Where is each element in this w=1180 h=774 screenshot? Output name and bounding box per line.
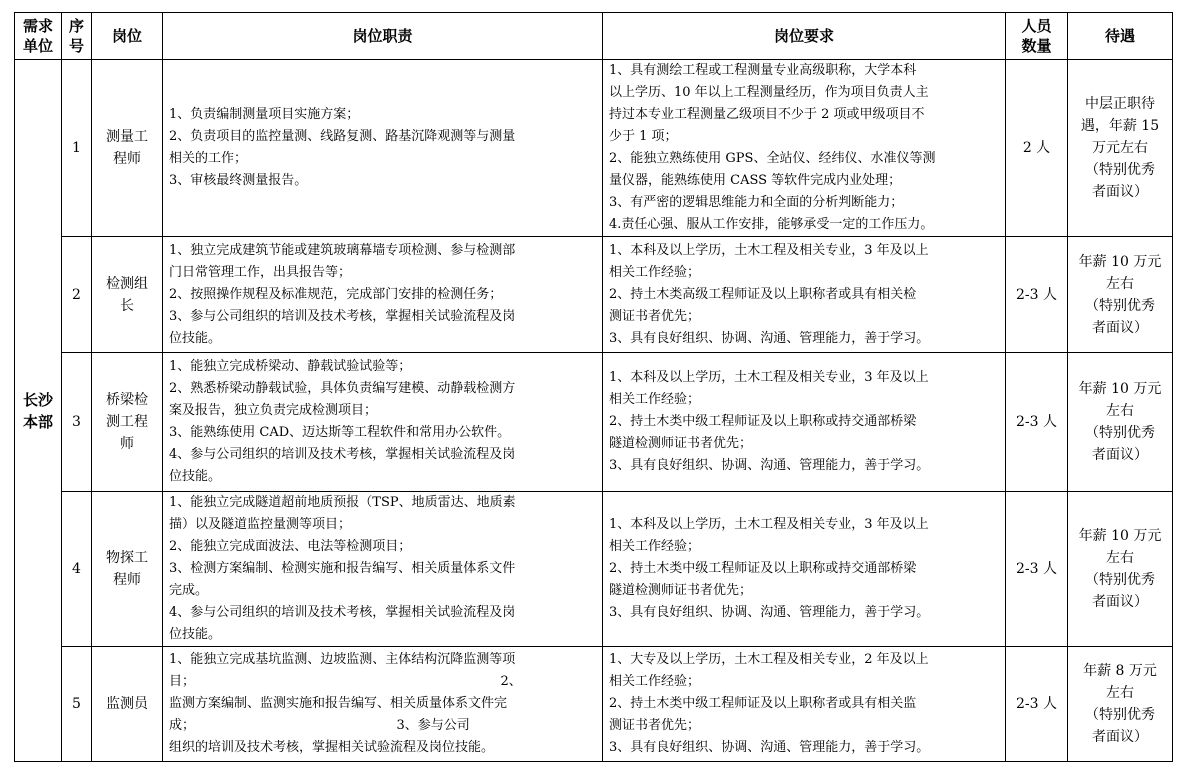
requirements-cell-line: 2、持土木类高级工程师证及以上职称者或具有相关检	[609, 286, 917, 302]
duties-cell-line: 2、能独立完成面波法、电法等检测项目；	[169, 539, 412, 554]
header-unit: 需求 单位	[15, 13, 62, 60]
requirements-cell-line: 2、持土木类中级工程师证及以上职称者或具有相关监	[609, 696, 917, 711]
duties-cell-line: 3、审核最终测量报告。	[169, 173, 308, 188]
duties-cell-line: 3、参与公司组织的培训及技术考核，掌握相关试验流程及岗	[169, 308, 516, 324]
duties-cell-line: 1、能独立完成桥梁动、静载试验试验等；	[169, 359, 412, 374]
duties-cell-line: 1、能独立完成基坑监测、边坡监测、主体结构沉降监测等项	[169, 652, 516, 667]
requirements-cell-line: 相关工作经验；	[609, 674, 701, 689]
requirements-cell-line: 4.责任心强、服从工作安排，能够承受一定的工作压力。	[609, 217, 934, 232]
requirements-cell	[603, 353, 1006, 492]
count-cell: 2-3 人	[1006, 237, 1068, 353]
unit-name-line: 长沙	[22, 390, 53, 409]
position-cell-line: 师	[120, 436, 134, 452]
duties-cell-line: 成； 3、参与公司	[169, 718, 470, 733]
salary-cell-line: 年薪 8 万元	[1083, 663, 1157, 679]
salary-cell	[1068, 647, 1173, 762]
seq-cell: 4	[62, 492, 92, 647]
table-row	[15, 353, 1173, 492]
duties-cell-line: 1、能独立完成隧道超前地质预报（TSP、地质雷达、地质素	[169, 495, 516, 510]
requirements-cell-line: 相关工作经验；	[609, 264, 701, 280]
requirements-cell-line: 相关工作经验；	[609, 539, 701, 554]
header-count: 人员 数量	[1006, 13, 1068, 60]
requirements-cell-line: 1、本科及以上学历，土木工程及相关专业，3 年及以上	[609, 370, 929, 385]
duties-cell-line: 监测方案编制、监测实施和报告编写、相关质量体系文件完	[169, 696, 508, 711]
salary-cell	[1068, 492, 1173, 647]
count-cell: 2 人	[1006, 60, 1068, 237]
duties-cell	[163, 647, 603, 762]
requirements-cell-line: 相关工作经验；	[609, 392, 701, 407]
header-row	[15, 13, 1173, 60]
duties-cell-line: 3、检测方案编制、检测实施和报告编写、相关质量体系文件	[169, 561, 516, 576]
table-row	[15, 237, 1173, 353]
recruitment-table-wrap	[14, 12, 1173, 762]
requirements-cell-line: 持过本专业工程测量乙级项目不少于 2 项或甲级项目不	[609, 107, 925, 122]
table-row	[15, 647, 1173, 762]
salary-cell	[1068, 60, 1173, 237]
duties-cell-line: 3、能熟练使用 CAD、迈达斯等工程软件和常用办公软件。	[169, 425, 511, 440]
position-cell-line: 长	[120, 297, 134, 314]
requirements-cell-line: 3、有严密的逻辑思维能力和全面的分析判断能力；	[609, 195, 904, 210]
position-cell-line: 测工程	[106, 414, 148, 430]
salary-cell-line: 左右	[1106, 550, 1134, 566]
requirements-cell-line: 2、持土木类中级工程师证及以上职称或持交通部桥梁	[609, 414, 917, 429]
duties-cell-line: 1、独立完成建筑节能或建筑玻璃幕墙专项检测、参与检测部	[169, 242, 516, 258]
header-duties: 岗位职责	[163, 13, 603, 60]
requirements-cell-line: 1、本科及以上学历，土木工程及相关专业，3 年及以上	[609, 517, 929, 532]
salary-cell-line: 左右	[1106, 685, 1134, 701]
requirements-cell-line: 1、大专及以上学历，土木工程及相关专业，2 年及以上	[609, 652, 929, 667]
position-cell-line: 物探工	[106, 550, 148, 566]
duties-cell-line: 门日常管理工作，出具报告等；	[169, 264, 352, 280]
requirements-cell-line: 3、具有良好组织、协调、沟通、管理能力，善于学习。	[609, 330, 930, 346]
requirements-cell-line: 1、具有测绘工程或工程测量专业高级职称，大学本科	[609, 63, 917, 78]
duties-cell-line: 2、熟悉桥梁动静载试验，具体负责编写建模、动静载检测方	[169, 381, 516, 396]
requirements-cell-line: 2、持土木类中级工程师证及以上职称或持交通部桥梁	[609, 561, 917, 576]
salary-cell-line: （特别优秀	[1085, 297, 1155, 314]
duties-cell-line: 位技能。	[169, 330, 222, 346]
requirements-cell-line: 2、能独立熟练使用 GPS、全站仪、经纬仪、水准仪等测	[609, 151, 936, 166]
duties-cell	[163, 353, 603, 492]
count-cell: 2-3 人	[1006, 353, 1068, 492]
requirements-cell-line: 隧道检测师证书者优先；	[609, 583, 753, 598]
salary-cell-line: 者面议）	[1092, 319, 1148, 336]
header-seq: 序 号	[62, 13, 92, 60]
duties-cell-line: 4、参与公司组织的培训及技术考核，掌握相关试验流程及岗	[169, 447, 516, 462]
salary-cell-line: 年薪 10 万元	[1078, 381, 1162, 397]
position-cell	[92, 647, 163, 762]
position-cell-line: 桥梁检	[106, 392, 148, 408]
header-salary: 待遇	[1068, 13, 1173, 60]
position-cell	[92, 492, 163, 647]
duties-cell	[163, 60, 603, 237]
requirements-cell-line: 少于 1 项；	[609, 129, 678, 144]
duties-cell-line: 位技能。	[169, 627, 222, 642]
position-cell-line: 监测员	[106, 696, 148, 712]
position-cell	[92, 237, 163, 353]
position-cell-line: 检测组	[106, 275, 148, 292]
table-row	[15, 492, 1173, 647]
header-position: 岗位	[92, 13, 163, 60]
table-row	[15, 60, 1173, 237]
salary-cell-line: 中层正职待	[1085, 96, 1155, 112]
requirements-cell-line: 3、具有良好组织、协调、沟通、管理能力，善于学习。	[609, 458, 930, 473]
header-requirements: 岗位要求	[603, 13, 1006, 60]
salary-cell-line: 左右	[1106, 275, 1134, 292]
seq-cell: 1	[62, 60, 92, 237]
salary-cell-line: 者面议）	[1092, 447, 1148, 463]
unit-name-cell	[15, 60, 62, 762]
salary-cell	[1068, 353, 1173, 492]
salary-cell-line: 年薪 10 万元	[1078, 528, 1162, 544]
requirements-cell-line: 量仪器，能熟练使用 CASS 等软件完成内业处理；	[609, 173, 902, 188]
count-cell: 2-3 人	[1006, 492, 1068, 647]
duties-cell-line: 2、按照操作规程及标准规范，完成部门安排的检测任务；	[169, 286, 503, 302]
requirements-cell	[603, 60, 1006, 237]
duties-cell-line: 完成。	[169, 583, 209, 598]
position-cell-line: 程师	[113, 151, 141, 167]
duties-cell-line: 1、负责编制测量项目实施方案；	[169, 107, 360, 122]
duties-cell-line: 组织的培训及技术考核，掌握相关试验流程及岗位技能。	[169, 740, 495, 755]
salary-cell-line: 年薪 10 万元	[1078, 253, 1162, 270]
salary-cell-line: 者面议）	[1092, 729, 1148, 745]
salary-cell-line: 左右	[1106, 403, 1134, 419]
requirements-cell-line: 测证书者优先；	[609, 308, 701, 324]
salary-cell-line: 者面议）	[1092, 594, 1148, 610]
seq-cell: 2	[62, 237, 92, 353]
requirements-cell	[603, 492, 1006, 647]
seq-cell: 3	[62, 353, 92, 492]
requirements-cell	[603, 237, 1006, 353]
requirements-cell-line: 隧道检测师证书者优先；	[609, 436, 753, 451]
requirements-cell-line: 1、本科及以上学历，土木工程及相关专业，3 年及以上	[609, 242, 929, 258]
salary-cell-line: （特别优秀	[1085, 572, 1155, 588]
salary-cell-line: 遇，年薪 15	[1080, 118, 1160, 134]
requirements-cell-line: 3、具有良好组织、协调、沟通、管理能力，善于学习。	[609, 605, 930, 620]
position-cell-line: 测量工	[106, 129, 148, 145]
position-cell	[92, 60, 163, 237]
position-cell	[92, 353, 163, 492]
duties-cell	[163, 492, 603, 647]
salary-cell-line: 者面议）	[1092, 184, 1148, 200]
unit-name-line: 本部	[22, 412, 53, 431]
requirements-cell-line: 3、具有良好组织、协调、沟通、管理能力，善于学习。	[609, 740, 930, 755]
requirements-cell-line: 以上学历、10 年以上工程测量经历，作为项目负责人主	[609, 85, 929, 100]
position-cell-line: 程师	[113, 572, 141, 588]
table-body	[15, 60, 1173, 762]
salary-cell-line: （特别优秀	[1085, 162, 1155, 178]
duties-cell-line: 相关的工作；	[169, 151, 248, 166]
duties-cell-line: 4、参与公司组织的培训及技术考核，掌握相关试验流程及岗	[169, 605, 516, 620]
duties-cell-line: 描）以及隧道监控量测等项目；	[169, 517, 352, 532]
count-cell: 2-3 人	[1006, 647, 1068, 762]
duties-cell-line: 2、负责项目的监控量测、线路复测、路基沉降观测等与测量	[169, 129, 516, 144]
requirements-cell	[603, 647, 1006, 762]
salary-cell-line: 万元左右	[1092, 140, 1148, 156]
salary-cell-line: （特别优秀	[1085, 707, 1155, 723]
salary-cell-line: （特别优秀	[1085, 425, 1155, 441]
requirements-cell-line: 测证书者优先；	[609, 718, 701, 733]
duties-cell-line: 目； 2、	[169, 674, 522, 689]
duties-cell-line: 案及报告，独立负责完成检测项目；	[169, 403, 378, 418]
recruitment-table	[14, 12, 1173, 762]
salary-cell	[1068, 237, 1173, 353]
seq-cell: 5	[62, 647, 92, 762]
duties-cell-line: 位技能。	[169, 469, 222, 484]
duties-cell	[163, 237, 603, 353]
